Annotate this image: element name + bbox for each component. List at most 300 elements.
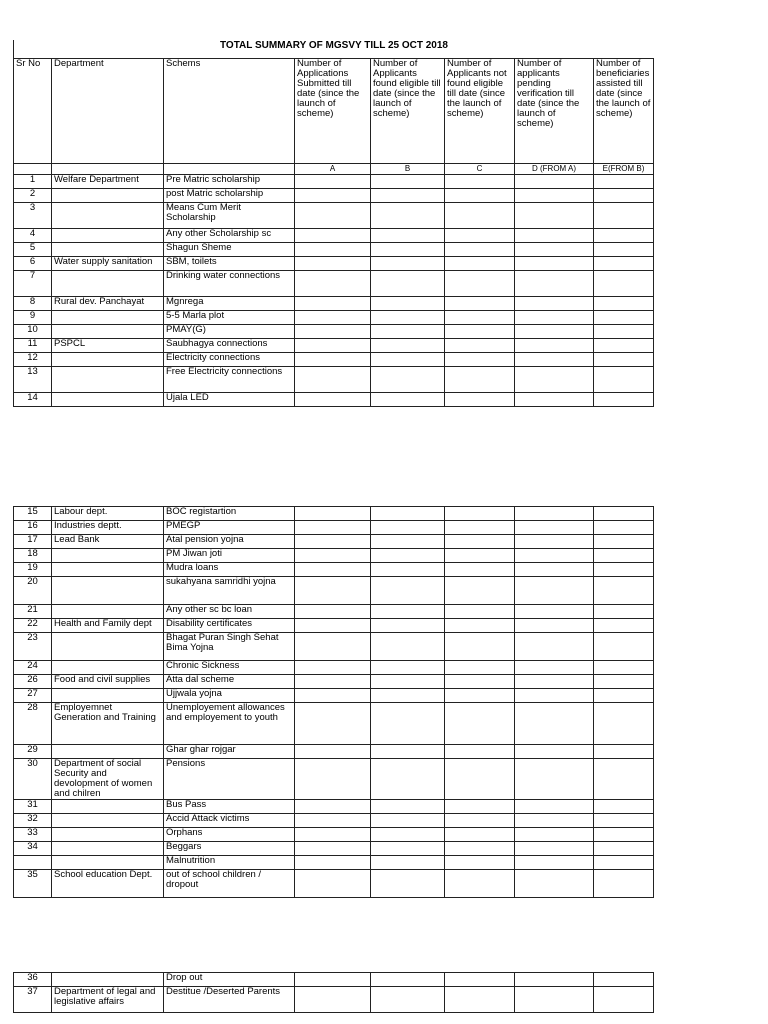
value-cell-d bbox=[515, 800, 594, 814]
value-cell-b bbox=[371, 577, 445, 605]
value-cell-d bbox=[515, 870, 594, 898]
value-cell-e bbox=[594, 507, 654, 521]
value-cell-e bbox=[594, 339, 654, 353]
value-cell-c bbox=[445, 828, 515, 842]
value-cell-e bbox=[594, 367, 654, 393]
value-cell-b bbox=[371, 605, 445, 619]
value-cell-d bbox=[515, 203, 594, 229]
department-cell: Health and Family dept bbox=[52, 619, 164, 633]
scheme-cell: Drop out bbox=[164, 973, 295, 987]
value-cell-a bbox=[295, 973, 371, 987]
letter-row bbox=[14, 164, 654, 175]
table-row bbox=[14, 814, 654, 828]
value-cell-e bbox=[594, 257, 654, 271]
value-cell-e bbox=[594, 353, 654, 367]
value-cell-c bbox=[445, 605, 515, 619]
value-cell-a bbox=[295, 175, 371, 189]
scheme-cell: PMEGP bbox=[164, 521, 295, 535]
table-row bbox=[14, 759, 654, 800]
header-department: Department bbox=[52, 59, 164, 164]
value-cell-b bbox=[371, 759, 445, 800]
value-cell-c bbox=[445, 689, 515, 703]
value-cell-e bbox=[594, 535, 654, 549]
value-cell-c bbox=[445, 745, 515, 759]
value-cell-d bbox=[515, 619, 594, 633]
value-cell-c bbox=[445, 549, 515, 563]
value-cell-e bbox=[594, 605, 654, 619]
value-cell-b bbox=[371, 203, 445, 229]
value-cell-c bbox=[445, 973, 515, 987]
value-cell-a bbox=[295, 311, 371, 325]
value-cell-e bbox=[594, 619, 654, 633]
table-row bbox=[14, 987, 654, 1013]
department-cell bbox=[52, 243, 164, 257]
value-cell-c bbox=[445, 814, 515, 828]
value-cell-a bbox=[295, 339, 371, 353]
table-row bbox=[14, 661, 654, 675]
value-cell-b bbox=[371, 563, 445, 577]
value-cell-e bbox=[594, 243, 654, 257]
scheme-cell: post Matric scholarship bbox=[164, 189, 295, 203]
table-body-1 bbox=[14, 175, 654, 407]
value-cell-b bbox=[371, 393, 445, 407]
scheme-cell: Saubhagya connections bbox=[164, 339, 295, 353]
value-cell-d bbox=[515, 257, 594, 271]
value-cell-a bbox=[295, 814, 371, 828]
value-cell-d bbox=[515, 973, 594, 987]
scheme-cell: PMAY(G) bbox=[164, 325, 295, 339]
department-cell: Welfare Department bbox=[52, 175, 164, 189]
summary-table-part-3 bbox=[13, 972, 654, 1013]
value-cell-b bbox=[371, 271, 445, 297]
value-cell-d bbox=[515, 828, 594, 842]
value-cell-d bbox=[515, 842, 594, 856]
sr-cell: 29 bbox=[14, 745, 52, 759]
value-cell-a bbox=[295, 842, 371, 856]
table-row bbox=[14, 605, 654, 619]
value-cell-c bbox=[445, 987, 515, 1013]
value-cell-c bbox=[445, 661, 515, 675]
sr-cell: 21 bbox=[14, 605, 52, 619]
value-cell-b bbox=[371, 828, 445, 842]
value-cell-b bbox=[371, 842, 445, 856]
sr-cell: 22 bbox=[14, 619, 52, 633]
department-cell: School education Dept. bbox=[52, 870, 164, 898]
scheme-cell: Unemployement allowances and employement to youth bbox=[164, 703, 295, 745]
value-cell-b bbox=[371, 856, 445, 870]
department-cell bbox=[52, 189, 164, 203]
table-row bbox=[14, 535, 654, 549]
department-cell bbox=[52, 353, 164, 367]
value-cell-c bbox=[445, 633, 515, 661]
value-cell-c bbox=[445, 229, 515, 243]
table-row bbox=[14, 856, 654, 870]
value-cell-c bbox=[445, 175, 515, 189]
sr-cell: 7 bbox=[14, 271, 52, 297]
value-cell-c bbox=[445, 619, 515, 633]
sr-cell: 32 bbox=[14, 814, 52, 828]
table-row bbox=[14, 689, 654, 703]
sr-cell: 36 bbox=[14, 973, 52, 987]
sr-cell: 28 bbox=[14, 703, 52, 745]
sr-cell: 24 bbox=[14, 661, 52, 675]
sr-cell: 10 bbox=[14, 325, 52, 339]
header-sr: Sr No bbox=[14, 59, 52, 164]
value-cell-a bbox=[295, 633, 371, 661]
value-cell-e bbox=[594, 828, 654, 842]
scheme-cell: Malnutrition bbox=[164, 856, 295, 870]
value-cell-a bbox=[295, 563, 371, 577]
value-cell-a bbox=[295, 828, 371, 842]
sr-cell: 27 bbox=[14, 689, 52, 703]
value-cell-c bbox=[445, 311, 515, 325]
value-cell-a bbox=[295, 189, 371, 203]
letter-b: B bbox=[371, 164, 445, 175]
table-row bbox=[14, 800, 654, 814]
department-cell bbox=[52, 563, 164, 577]
sr-cell: 18 bbox=[14, 549, 52, 563]
document-title: TOTAL SUMMARY OF MGSVY TILL 25 OCT 2018 bbox=[219, 40, 448, 51]
department-cell bbox=[52, 842, 164, 856]
table-row bbox=[14, 189, 654, 203]
value-cell-e bbox=[594, 311, 654, 325]
scheme-cell: Ujala LED bbox=[164, 393, 295, 407]
letter-d: D (FROM A) bbox=[515, 164, 594, 175]
department-cell bbox=[52, 549, 164, 563]
table-row bbox=[14, 353, 654, 367]
letter-e: E(FROM B) bbox=[594, 164, 654, 175]
table-row bbox=[14, 393, 654, 407]
table-row bbox=[14, 339, 654, 353]
value-cell-e bbox=[594, 745, 654, 759]
department-cell bbox=[52, 814, 164, 828]
value-cell-c bbox=[445, 800, 515, 814]
value-cell-d bbox=[515, 507, 594, 521]
header-col-c: Number of Applicants not found eligible till date (since the launch of scheme) bbox=[445, 59, 515, 164]
value-cell-b bbox=[371, 870, 445, 898]
sr-cell: 23 bbox=[14, 633, 52, 661]
value-cell-b bbox=[371, 189, 445, 203]
scheme-cell: out of school children / dropout bbox=[164, 870, 295, 898]
value-cell-c bbox=[445, 675, 515, 689]
scheme-cell: Drinking water connections bbox=[164, 271, 295, 297]
table-row bbox=[14, 842, 654, 856]
value-cell-e bbox=[594, 229, 654, 243]
letter-a: A bbox=[295, 164, 371, 175]
department-cell bbox=[52, 229, 164, 243]
sr-cell: 13 bbox=[14, 367, 52, 393]
value-cell-b bbox=[371, 175, 445, 189]
value-cell-e bbox=[594, 325, 654, 339]
value-cell-d bbox=[515, 243, 594, 257]
value-cell-b bbox=[371, 619, 445, 633]
value-cell-a bbox=[295, 605, 371, 619]
table-row bbox=[14, 367, 654, 393]
header-col-b: Number of Applicants found eligible till date (since the launch of scheme) bbox=[371, 59, 445, 164]
value-cell-b bbox=[371, 243, 445, 257]
value-cell-a bbox=[295, 549, 371, 563]
scheme-cell: SBM, toilets bbox=[164, 257, 295, 271]
scheme-cell: Ghar ghar rojgar bbox=[164, 745, 295, 759]
value-cell-b bbox=[371, 297, 445, 311]
department-cell bbox=[52, 828, 164, 842]
table-row bbox=[14, 507, 654, 521]
value-cell-d bbox=[515, 521, 594, 535]
value-cell-a bbox=[295, 856, 371, 870]
value-cell-c bbox=[445, 759, 515, 800]
value-cell-a bbox=[295, 759, 371, 800]
value-cell-b bbox=[371, 257, 445, 271]
sr-cell: 20 bbox=[14, 577, 52, 605]
value-cell-b bbox=[371, 800, 445, 814]
value-cell-c bbox=[445, 353, 515, 367]
department-cell bbox=[52, 577, 164, 605]
scheme-cell: Shagun Sheme bbox=[164, 243, 295, 257]
value-cell-d bbox=[515, 393, 594, 407]
value-cell-a bbox=[295, 870, 371, 898]
sr-cell: 35 bbox=[14, 870, 52, 898]
value-cell-b bbox=[371, 675, 445, 689]
value-cell-c bbox=[445, 703, 515, 745]
scheme-cell: Pensions bbox=[164, 759, 295, 800]
header-col-d: Number of applicants pending verification till date (since the launch of scheme) bbox=[515, 59, 594, 164]
value-cell-c bbox=[445, 243, 515, 257]
value-cell-a bbox=[295, 535, 371, 549]
sr-cell: 4 bbox=[14, 229, 52, 243]
value-cell-e bbox=[594, 987, 654, 1013]
value-cell-b bbox=[371, 325, 445, 339]
department-cell: Employemnet Generation and Training bbox=[52, 703, 164, 745]
value-cell-b bbox=[371, 745, 445, 759]
value-cell-e bbox=[594, 203, 654, 229]
value-cell-c bbox=[445, 271, 515, 297]
value-cell-b bbox=[371, 987, 445, 1013]
value-cell-b bbox=[371, 229, 445, 243]
scheme-cell: Mgnrega bbox=[164, 297, 295, 311]
scheme-cell: Mudra loans bbox=[164, 563, 295, 577]
value-cell-e bbox=[594, 661, 654, 675]
scheme-cell: Accid Attack victims bbox=[164, 814, 295, 828]
value-cell-c bbox=[445, 563, 515, 577]
department-cell: Rural dev. Panchayat bbox=[52, 297, 164, 311]
table-row bbox=[14, 619, 654, 633]
value-cell-a bbox=[295, 745, 371, 759]
table-row bbox=[14, 203, 654, 229]
scheme-cell: Destitue /Deserted Parents bbox=[164, 987, 295, 1013]
value-cell-d bbox=[515, 189, 594, 203]
table-row bbox=[14, 745, 654, 759]
department-cell: Lead Bank bbox=[52, 535, 164, 549]
value-cell-e bbox=[594, 521, 654, 535]
sr-cell: 37 bbox=[14, 987, 52, 1013]
table-row bbox=[14, 175, 654, 189]
department-cell bbox=[52, 325, 164, 339]
table-row bbox=[14, 311, 654, 325]
value-cell-c bbox=[445, 393, 515, 407]
value-cell-d bbox=[515, 814, 594, 828]
header-row bbox=[14, 59, 654, 164]
scheme-cell: PM Jiwan joti bbox=[164, 549, 295, 563]
department-cell bbox=[52, 271, 164, 297]
summary-table-part-2 bbox=[13, 506, 654, 898]
value-cell-e bbox=[594, 175, 654, 189]
value-cell-c bbox=[445, 297, 515, 311]
value-cell-b bbox=[371, 703, 445, 745]
value-cell-a bbox=[295, 703, 371, 745]
table-row bbox=[14, 549, 654, 563]
scheme-cell: Any other Scholarship sc bbox=[164, 229, 295, 243]
value-cell-b bbox=[371, 689, 445, 703]
value-cell-e bbox=[594, 297, 654, 311]
value-cell-d bbox=[515, 987, 594, 1013]
department-cell bbox=[52, 856, 164, 870]
department-cell bbox=[52, 393, 164, 407]
department-cell bbox=[52, 203, 164, 229]
value-cell-e bbox=[594, 189, 654, 203]
scheme-cell: Chronic Sickness bbox=[164, 661, 295, 675]
table-row bbox=[14, 828, 654, 842]
value-cell-e bbox=[594, 271, 654, 297]
header-col-a: Number of Applications Submitted till date (since the launch of scheme) bbox=[295, 59, 371, 164]
value-cell-c bbox=[445, 367, 515, 393]
value-cell-c bbox=[445, 870, 515, 898]
value-cell-a bbox=[295, 393, 371, 407]
value-cell-d bbox=[515, 549, 594, 563]
scheme-cell: Orphans bbox=[164, 828, 295, 842]
department-cell: Labour dept. bbox=[52, 507, 164, 521]
value-cell-e bbox=[594, 759, 654, 800]
value-cell-a bbox=[295, 521, 371, 535]
value-cell-a bbox=[295, 353, 371, 367]
value-cell-e bbox=[594, 689, 654, 703]
table-row bbox=[14, 243, 654, 257]
value-cell-d bbox=[515, 563, 594, 577]
department-cell bbox=[52, 661, 164, 675]
sr-cell: 3 bbox=[14, 203, 52, 229]
value-cell-b bbox=[371, 633, 445, 661]
department-cell bbox=[52, 605, 164, 619]
sr-cell: 11 bbox=[14, 339, 52, 353]
value-cell-d bbox=[515, 325, 594, 339]
department-cell: Department of social Security and devolopment of women and chilren bbox=[52, 759, 164, 800]
table-row bbox=[14, 297, 654, 311]
value-cell-b bbox=[371, 311, 445, 325]
scheme-cell: Atal pension yojna bbox=[164, 535, 295, 549]
value-cell-d bbox=[515, 703, 594, 745]
scheme-cell: BOC registartion bbox=[164, 507, 295, 521]
table-row bbox=[14, 633, 654, 661]
value-cell-d bbox=[515, 297, 594, 311]
value-cell-a bbox=[295, 987, 371, 1013]
value-cell-d bbox=[515, 229, 594, 243]
sr-cell: 17 bbox=[14, 535, 52, 549]
department-cell bbox=[52, 689, 164, 703]
value-cell-b bbox=[371, 339, 445, 353]
value-cell-d bbox=[515, 339, 594, 353]
value-cell-a bbox=[295, 297, 371, 311]
value-cell-c bbox=[445, 507, 515, 521]
scheme-cell: Electricity connections bbox=[164, 353, 295, 367]
value-cell-b bbox=[371, 521, 445, 535]
value-cell-e bbox=[594, 814, 654, 828]
value-cell-d bbox=[515, 271, 594, 297]
summary-table-part-1 bbox=[13, 58, 654, 407]
scheme-cell: Atta dal scheme bbox=[164, 675, 295, 689]
value-cell-b bbox=[371, 353, 445, 367]
scheme-cell: Bus Pass bbox=[164, 800, 295, 814]
value-cell-a bbox=[295, 507, 371, 521]
value-cell-c bbox=[445, 257, 515, 271]
value-cell-a bbox=[295, 367, 371, 393]
value-cell-c bbox=[445, 521, 515, 535]
value-cell-e bbox=[594, 549, 654, 563]
sr-cell: 8 bbox=[14, 297, 52, 311]
sr-cell: 31 bbox=[14, 800, 52, 814]
value-cell-d bbox=[515, 689, 594, 703]
value-cell-e bbox=[594, 856, 654, 870]
value-cell-a bbox=[295, 800, 371, 814]
sr-cell bbox=[14, 856, 52, 870]
value-cell-d bbox=[515, 175, 594, 189]
department-cell bbox=[52, 311, 164, 325]
sr-cell: 26 bbox=[14, 675, 52, 689]
value-cell-a bbox=[295, 661, 371, 675]
sr-cell: 19 bbox=[14, 563, 52, 577]
letter-c: C bbox=[445, 164, 515, 175]
value-cell-d bbox=[515, 745, 594, 759]
value-cell-d bbox=[515, 856, 594, 870]
department-cell bbox=[52, 973, 164, 987]
value-cell-e bbox=[594, 577, 654, 605]
sr-cell: 12 bbox=[14, 353, 52, 367]
value-cell-e bbox=[594, 800, 654, 814]
header-col-e: Number of beneficiaries assisted till date (since the launch of scheme) bbox=[594, 59, 654, 164]
value-cell-c bbox=[445, 339, 515, 353]
value-cell-d bbox=[515, 633, 594, 661]
value-cell-e bbox=[594, 675, 654, 689]
value-cell-b bbox=[371, 549, 445, 563]
value-cell-a bbox=[295, 271, 371, 297]
value-cell-d bbox=[515, 535, 594, 549]
value-cell-c bbox=[445, 577, 515, 605]
table-row bbox=[14, 325, 654, 339]
table-left-border-stub bbox=[13, 40, 14, 58]
value-cell-b bbox=[371, 367, 445, 393]
sr-cell: 14 bbox=[14, 393, 52, 407]
value-cell-d bbox=[515, 367, 594, 393]
value-cell-e bbox=[594, 563, 654, 577]
value-cell-b bbox=[371, 814, 445, 828]
table-row bbox=[14, 257, 654, 271]
value-cell-a bbox=[295, 203, 371, 229]
value-cell-e bbox=[594, 842, 654, 856]
table-row bbox=[14, 577, 654, 605]
value-cell-a bbox=[295, 675, 371, 689]
value-cell-d bbox=[515, 759, 594, 800]
value-cell-a bbox=[295, 243, 371, 257]
scheme-cell: Means Cum Merit Scholarship bbox=[164, 203, 295, 229]
value-cell-d bbox=[515, 661, 594, 675]
value-cell-b bbox=[371, 507, 445, 521]
scheme-cell: Ujjwala yojna bbox=[164, 689, 295, 703]
value-cell-e bbox=[594, 973, 654, 987]
value-cell-a bbox=[295, 689, 371, 703]
sr-cell: 5 bbox=[14, 243, 52, 257]
value-cell-e bbox=[594, 393, 654, 407]
value-cell-a bbox=[295, 619, 371, 633]
scheme-cell: Free Electricity connections bbox=[164, 367, 295, 393]
table-row bbox=[14, 675, 654, 689]
